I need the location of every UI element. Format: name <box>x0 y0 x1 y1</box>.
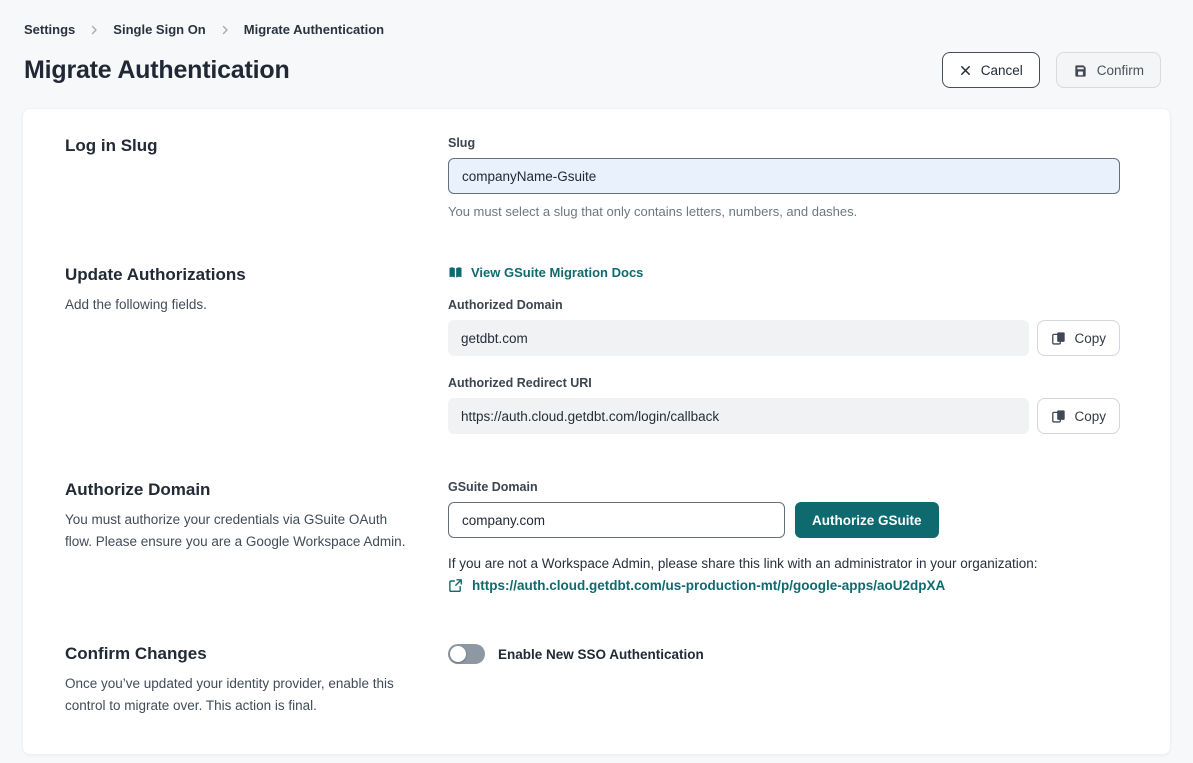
authorized-domain-value: getdbt.com <box>448 320 1029 356</box>
docs-link-label: View GSuite Migration Docs <box>471 265 644 280</box>
authorize-gsuite-button[interactable]: Authorize GSuite <box>795 502 939 538</box>
authorize-domain-heading: Authorize Domain <box>65 480 211 499</box>
breadcrumb-single-sign-on[interactable]: Single Sign On <box>113 22 206 37</box>
confirm-changes-heading: Confirm Changes <box>65 644 207 663</box>
gsuite-domain-input[interactable] <box>448 502 785 538</box>
save-icon <box>1073 63 1088 78</box>
breadcrumb-migrate-authentication: Migrate Authentication <box>243 22 385 37</box>
authorize-domain-description: You must authorize your credentials via GSuite OAuth flow. Please ensure you are a Google Workspace Admin. <box>65 512 406 550</box>
confirm-changes-description: Once you’ve updated your identity provider, enable this control to migrate over. This action is final. <box>65 676 394 714</box>
admin-share-link[interactable] <box>448 578 945 593</box>
toggle-knob <box>450 646 466 662</box>
copy-icon <box>1051 409 1066 424</box>
authorized-redirect-uri-value: https://auth.cloud.getdbt.com/login/callback <box>448 398 1029 434</box>
confirm-button[interactable] <box>1056 52 1161 88</box>
copy-button-label: Copy <box>1074 330 1106 346</box>
authorized-redirect-uri-label: Authorized Redirect URI <box>448 376 592 390</box>
migrate-authentication-card <box>22 108 1171 755</box>
book-icon <box>448 265 463 280</box>
section-authorize-domain <box>65 480 1120 598</box>
slug-label: Slug <box>448 136 476 150</box>
section-login-slug <box>65 136 1120 219</box>
breadcrumb-settings[interactable]: Settings <box>24 22 76 37</box>
cancel-button-label: Cancel <box>980 62 1023 78</box>
slug-helper-text: You must select a slug that only contains letters, numbers, and dashes. <box>448 204 858 219</box>
header-actions <box>942 52 1161 88</box>
cancel-button[interactable] <box>942 52 1040 88</box>
workspace-admin-note: If you are not a Workspace Admin, please share this link with an administrator in your organization: <box>448 556 1038 571</box>
enable-new-sso-label: Enable New SSO Authentication <box>498 646 704 662</box>
section-confirm-changes <box>65 644 1120 718</box>
close-icon <box>959 64 972 77</box>
authorized-domain-label: Authorized Domain <box>448 298 563 312</box>
login-slug-heading: Log in Slug <box>65 136 158 155</box>
chevron-right-icon <box>88 24 100 36</box>
page-header <box>0 0 1193 88</box>
slug-input[interactable] <box>448 158 1120 194</box>
update-authorizations-description: Add the following fields. <box>65 297 207 312</box>
chevron-right-icon <box>219 24 231 36</box>
copy-button-label: Copy <box>1074 408 1106 424</box>
copy-icon <box>1051 331 1066 346</box>
copy-redirect-uri-button[interactable] <box>1037 398 1120 434</box>
confirm-button-label: Confirm <box>1096 62 1144 78</box>
page-title: Migrate Authentication <box>24 55 290 84</box>
gsuite-domain-label: GSuite Domain <box>448 480 538 494</box>
section-update-authorizations <box>65 265 1120 434</box>
admin-share-link-label: https://auth.cloud.getdbt.com/us-production-mt/p/google-apps/aoU2dpXA <box>472 578 946 593</box>
update-authorizations-heading: Update Authorizations <box>65 265 246 284</box>
gsuite-migration-docs-link[interactable] <box>448 265 643 280</box>
enable-new-sso-toggle[interactable] <box>448 644 485 664</box>
external-link-icon <box>448 578 463 593</box>
copy-authorized-domain-button[interactable] <box>1037 320 1120 356</box>
breadcrumb <box>24 22 1161 37</box>
